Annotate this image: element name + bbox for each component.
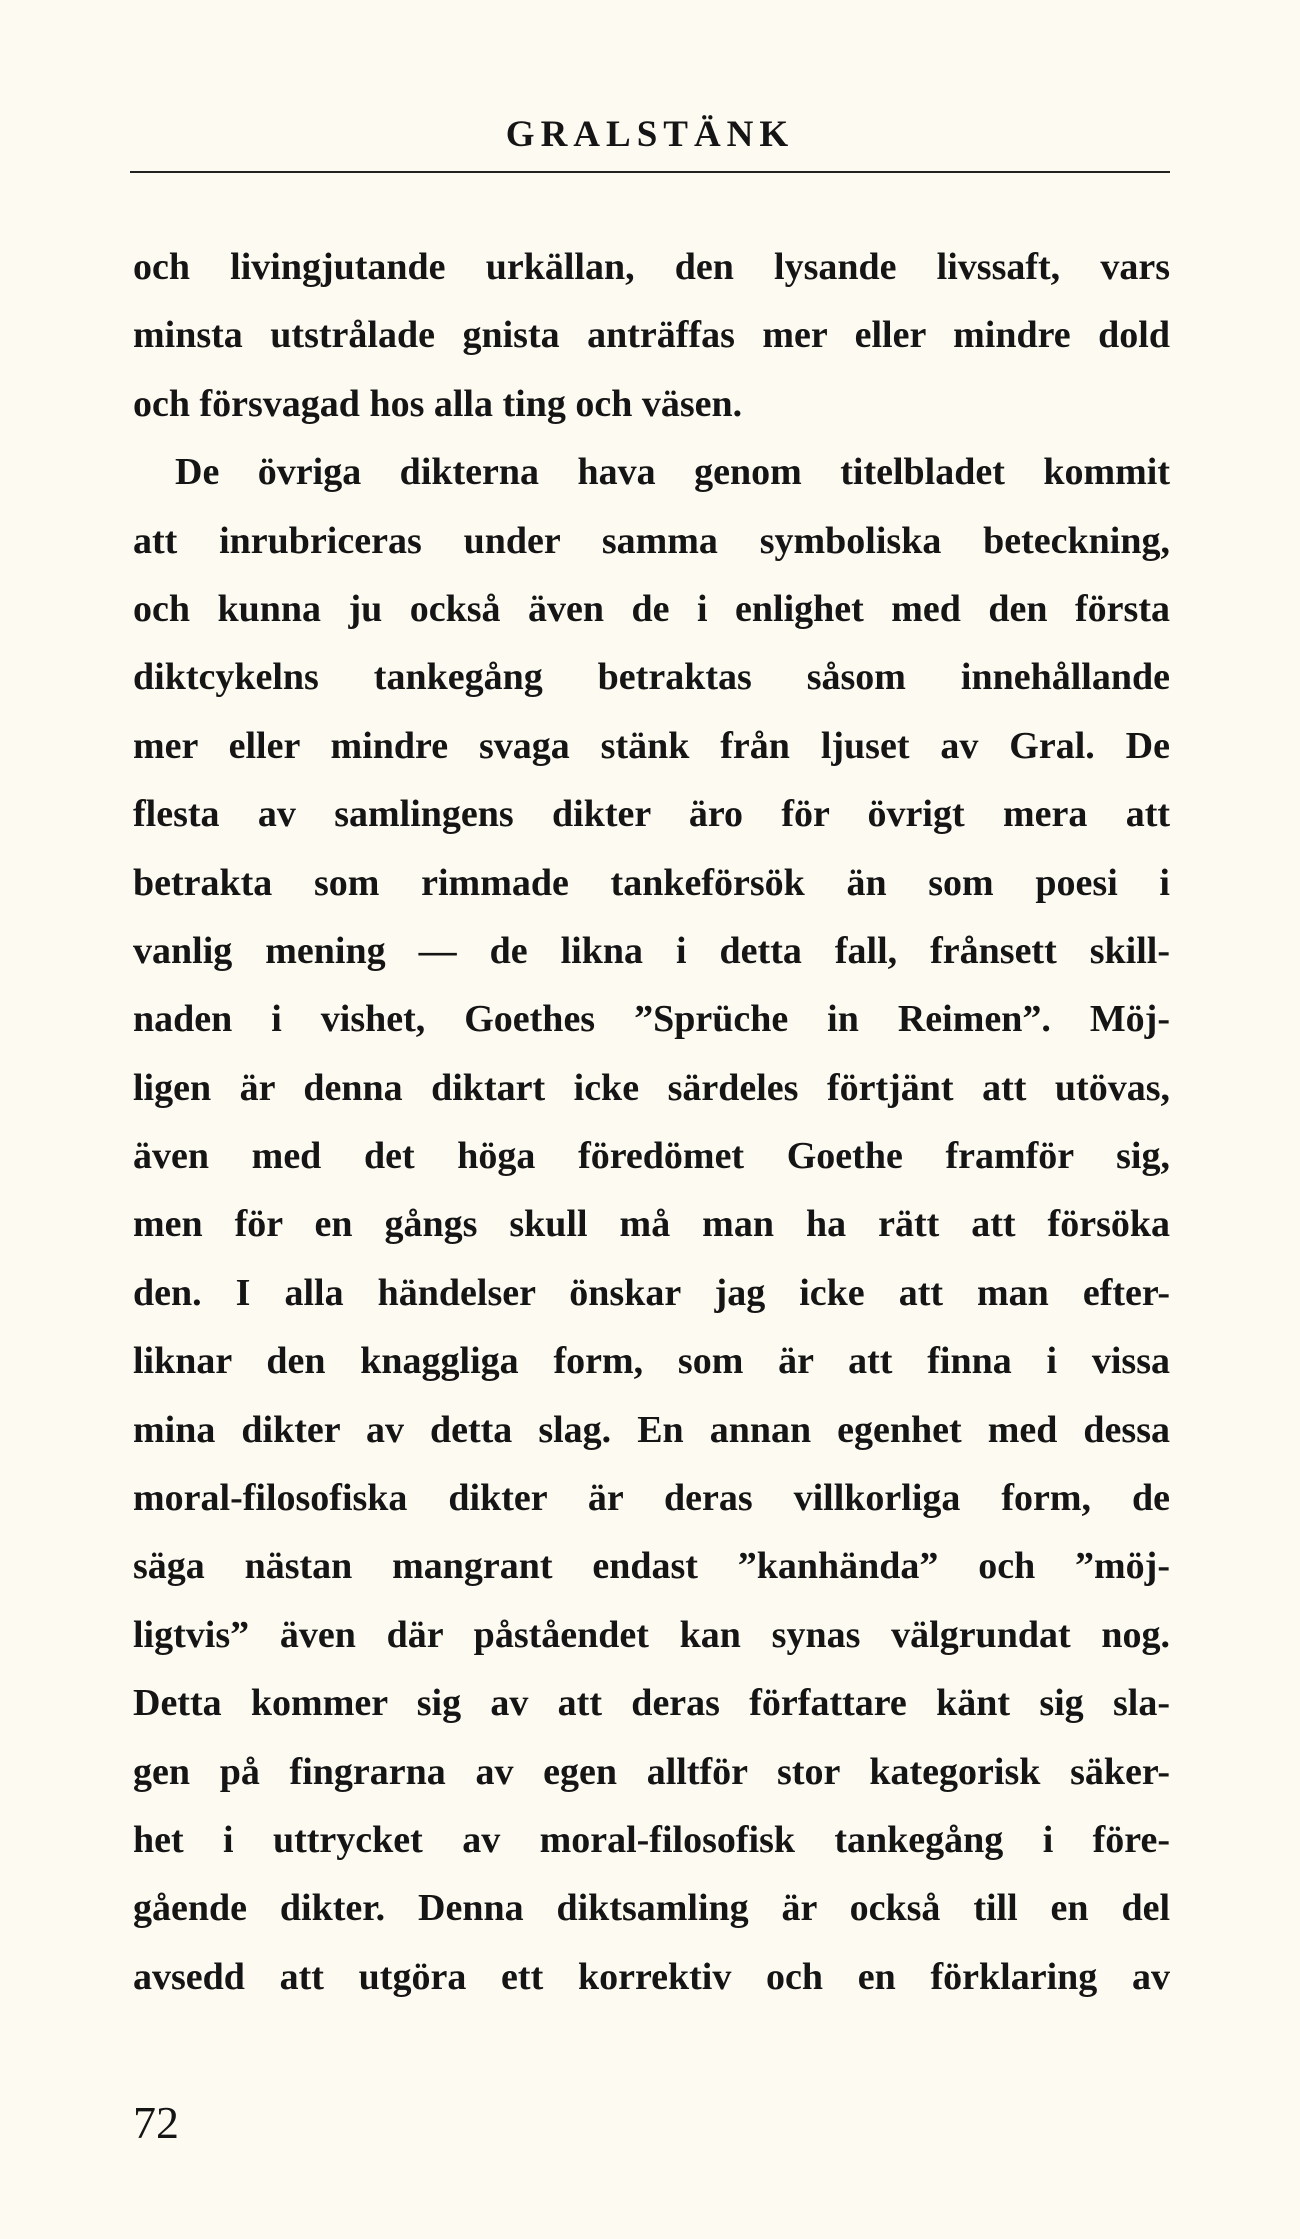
text-line: liknar den knaggliga form, som är att finna i vissa [133, 1340, 1170, 1383]
text-line: mer eller mindre svaga stänk från ljuset av Gral. De [133, 724, 1170, 767]
text-line: moral-filosofiska dikter är deras villkorliga form, de [133, 1477, 1170, 1520]
text-line: gen på fingrarna av egen alltför stor kategorisk säker- [133, 1750, 1170, 1793]
text-line: naden i vishet, Goethes ”Sprüche in Reimen”. Möj- [133, 998, 1170, 1041]
text-line: även med det höga föredömet Goethe framför sig, [133, 1135, 1170, 1178]
running-head: GRALSTÄNK [505, 114, 795, 155]
text-line: men för en gångs skull må man ha rätt att försöka [133, 1203, 1170, 1246]
header-rule [130, 171, 1170, 173]
text-line: minsta utstrålade gnista anträffas mer eller mindre dold [133, 314, 1170, 357]
text-line: vanlig mening — de likna i detta fall, frånsett skill- [133, 929, 1170, 972]
text-line: mina dikter av detta slag. En annan egenhet med dessa [133, 1408, 1170, 1451]
text-line: flesta av samlingens dikter äro för övrigt mera att [133, 793, 1170, 836]
text-line: het i uttrycket av moral-filosofisk tankegång i före- [133, 1818, 1170, 1861]
text-line: och försvagad hos alla ting och väsen. [133, 382, 743, 425]
text-line: Detta kommer sig av att deras författare känt sig sla- [133, 1682, 1170, 1725]
page-number: 72 [133, 2097, 179, 2148]
text-line: betrakta som rimmade tankeförsök än som poesi i [133, 861, 1170, 904]
text-line: ligtvis” även där påståendet kan synas välgrundat nog. [133, 1613, 1170, 1656]
text-line: avsedd att utgöra ett korrektiv och en förklaring av [133, 1955, 1170, 1998]
body-text [133, 233, 1170, 2011]
text-line: diktcykelns tankegång betraktas såsom innehållande [133, 656, 1170, 699]
text-line: och kunna ju också även de i enlighet med den första [133, 587, 1170, 630]
text-line: säga nästan mangrant endast ”kanhända” och ”möj- [133, 1545, 1170, 1588]
text-line: ligen är denna diktart icke särdeles förtjänt att utövas, [133, 1066, 1170, 1109]
text-line: att inrubriceras under samma symboliska beteckning, [133, 519, 1170, 562]
text-line: gående dikter. Denna diktsamling är också till en del [133, 1887, 1170, 1930]
text-line: och livingjutande urkällan, den lysande livssaft, vars [133, 246, 1170, 288]
text-line: De övriga dikterna hava genom titelbladet kommit [175, 451, 1170, 494]
text-line: den. I alla händelser önskar jag icke att man efter- [133, 1271, 1170, 1314]
